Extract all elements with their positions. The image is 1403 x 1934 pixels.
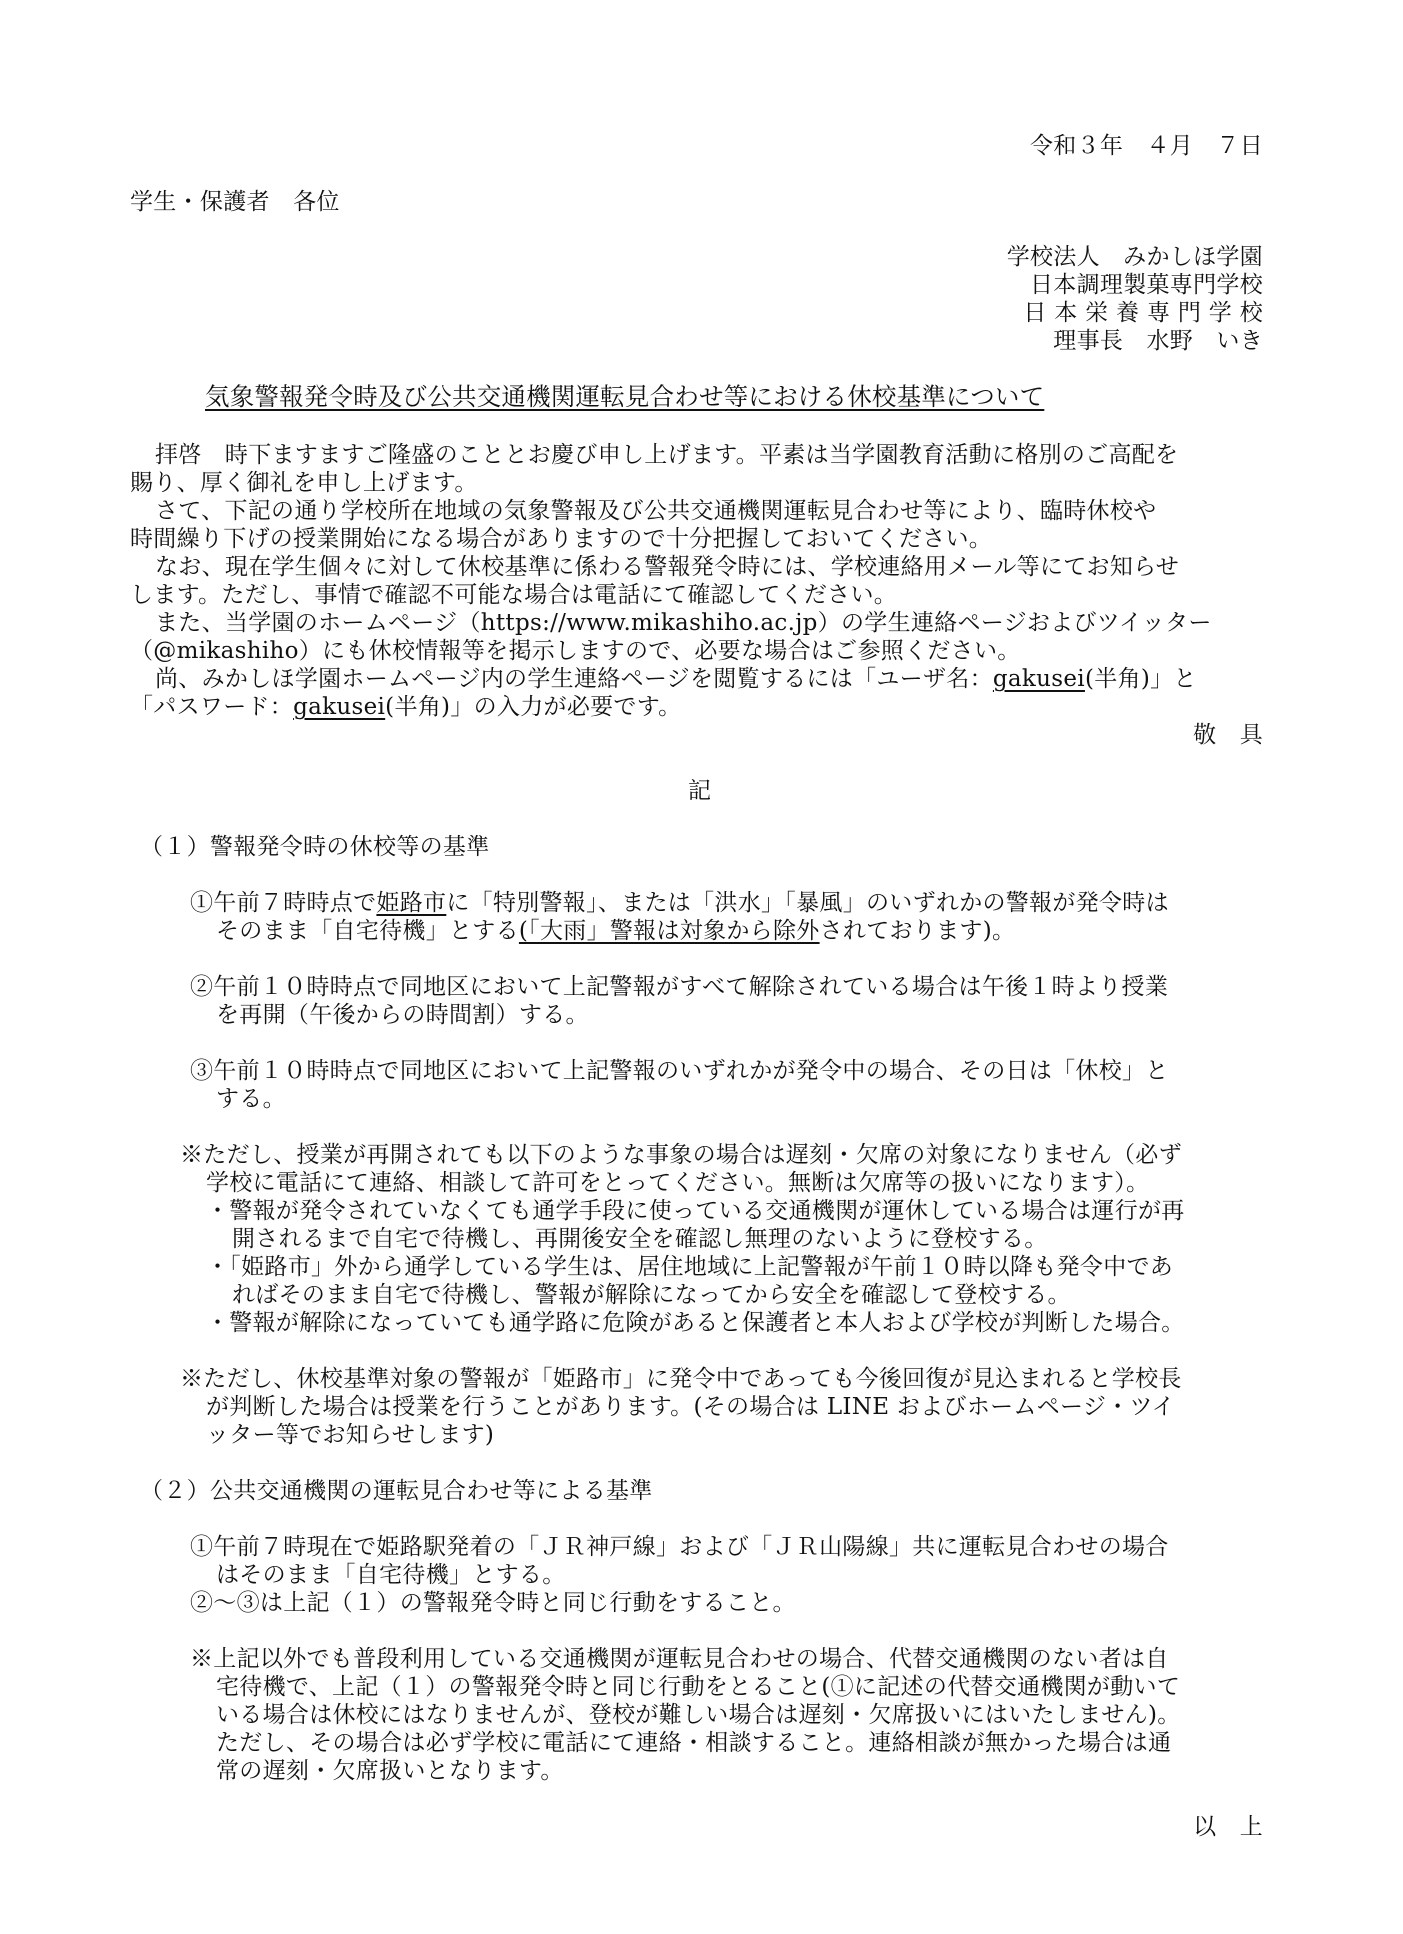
- password-value: gakusei: [293, 694, 386, 720]
- section1-item1: そのまま「自宅待機」とする(「大雨」警報は対象から除外されております)。: [216, 918, 1016, 944]
- section1-bullet: 開されるまで自宅で待機し、再開後安全を確認し無理のないように登校する。: [232, 1226, 1048, 1252]
- section2-note: いる場合は休校にはなりませんが、登校が難しい場合は遅刻・欠席扱いにはいたしません)。: [216, 1702, 1181, 1728]
- section1-item3: する。: [216, 1086, 286, 1112]
- username-value: gakusei: [992, 666, 1085, 692]
- intro-line: 「パスワード：gakusei(半角)」の入力が必要です。: [130, 694, 682, 720]
- document-title: 気象警報発令時及び公共交通機関運転見合わせ等における休校基準について: [205, 382, 1045, 411]
- section2-item1: はそのまま「自宅待機」とする。: [216, 1562, 566, 1588]
- section2-note: ※上記以外でも普段利用している交通機関が運転見合わせの場合、代替交通機関のない者は自: [190, 1646, 1169, 1672]
- intro-line: します。ただし、事情で確認不可能な場合は電話にて確認してください。: [130, 582, 898, 608]
- section1-item3: ③午前１０時時点で同地区において上記警報のいずれかが発令中の場合、その日は「休校」と: [190, 1058, 1169, 1084]
- intro-line: さて、下記の通り学校所在地域の気象警報及び公共交通機関運転見合わせ等により、臨時休校や: [155, 498, 1157, 524]
- section2-item1: ①午前７時現在で姫路駅発着の「ＪＲ神戸線」および「ＪＲ山陽線」共に運転見合わせの場合: [190, 1534, 1169, 1560]
- sender-chairman: 理事長 水野 いき: [1053, 328, 1263, 354]
- intro-line: 拝啓 時下ますますご隆盛のこととお慶び申し上げます。平素は当学園教育活動に格別のご高配を: [155, 442, 1179, 468]
- sender-corporation: 学校法人 みかしほ学園: [1006, 244, 1263, 270]
- section1-note1: ※ただし、授業が再開されても以下のような事象の場合は遅刻・欠席の対象になりません（必ず: [180, 1142, 1182, 1168]
- section1-item2: ②午前１０時時点で同地区において上記警報がすべて解除されている場合は午後１時より授業: [190, 974, 1169, 1000]
- document-date: 令和３年 ４月 ７日: [1030, 133, 1263, 159]
- section1-note2: ッター等でお知らせします): [206, 1422, 495, 1448]
- section2-heading: （２）公共交通機関の運転見合わせ等による基準: [140, 1478, 653, 1504]
- intro-line: 尚、みかしほ学園ホームページ内の学生連絡ページを閲覧するには「ユーザ名：gakusei(半角)」と: [155, 666, 1197, 692]
- intro-line: 賜り、厚く御礼を申し上げます。: [130, 470, 478, 496]
- intro-line: （@mikashiho）にも休校情報等を掲示しますので、必要な場合はご参照ください。: [130, 638, 1021, 664]
- recipient: 学生・保護者 各位: [130, 189, 340, 215]
- closing-keigu: 敬 具: [1193, 722, 1263, 748]
- section1-note1: 学校に電話にて連絡、相談して許可をとってください。無断は欠席等の扱いになります）。: [206, 1170, 1150, 1196]
- ki-heading: 記: [688, 778, 712, 804]
- sender-school-1: 日本調理製菓専門学校: [1030, 272, 1263, 298]
- section1-item2: を再開（午後からの時間割）する。: [216, 1002, 589, 1028]
- intro-line: 時間繰り下げの授業開始になる場合がありますので十分把握しておいてください。: [130, 526, 993, 552]
- section2-note: 常の遅刻・欠席扱いとなります。: [216, 1758, 564, 1784]
- section1-heading: （１）警報発令時の休校等の基準: [140, 834, 490, 860]
- section1-bullet: ・警報が発令されていなくても通学手段に使っている交通機関が運休している場合は運行が再: [206, 1198, 1185, 1224]
- section1-item1: ①午前７時時点で姫路市に「特別警報」、または「洪水」「暴風」のいずれかの警報が発令時は: [190, 890, 1169, 916]
- section1-bullet: ・「姫路市」外から通学している学生は、居住地域に上記警報が午前１０時以降も発令中であ: [206, 1254, 1174, 1280]
- section1-note2: ※ただし、休校基準対象の警報が「姫路市」に発令中であっても今後回復が見込まれると学校長: [180, 1366, 1182, 1392]
- intro-line: なお、現在学生個々に対して休校基準に係わる警報発令時には、学校連絡用メール等にてお知らせ: [155, 554, 1180, 580]
- sender-school-2: 日 本 栄 養 専 門 学 校: [1023, 300, 1263, 326]
- intro-line: また、当学園のホームページ（https://www.mikashiho.ac.jp）の学生連絡ページおよびツイッター: [155, 610, 1212, 636]
- section2-note: ただし、その場合は必ず学校に電話にて連絡・相談すること。連絡相談が無かった場合は通: [216, 1730, 1172, 1756]
- section1-bullet: ・警報が解除になっていても通学路に危険があると保護者と本人および学校が判断した場合。: [206, 1310, 1185, 1336]
- section2-note: 宅待機で、上記（１）の警報発令時と同じ行動をとること(①に記述の代替交通機関が動いて: [216, 1674, 1181, 1700]
- section1-note2: が判断した場合は授業を行うことがあります。(その場合は LINE およびホームページ・ツイ: [206, 1394, 1175, 1420]
- section2-item2: ②～③は上記（１）の警報発令時と同じ行動をすること。: [190, 1590, 796, 1616]
- closing-ijou: 以 上: [1193, 1814, 1263, 1840]
- section1-bullet: ればそのまま自宅で待機し、警報が解除になってから安全を確認して登校する。: [232, 1282, 1071, 1308]
